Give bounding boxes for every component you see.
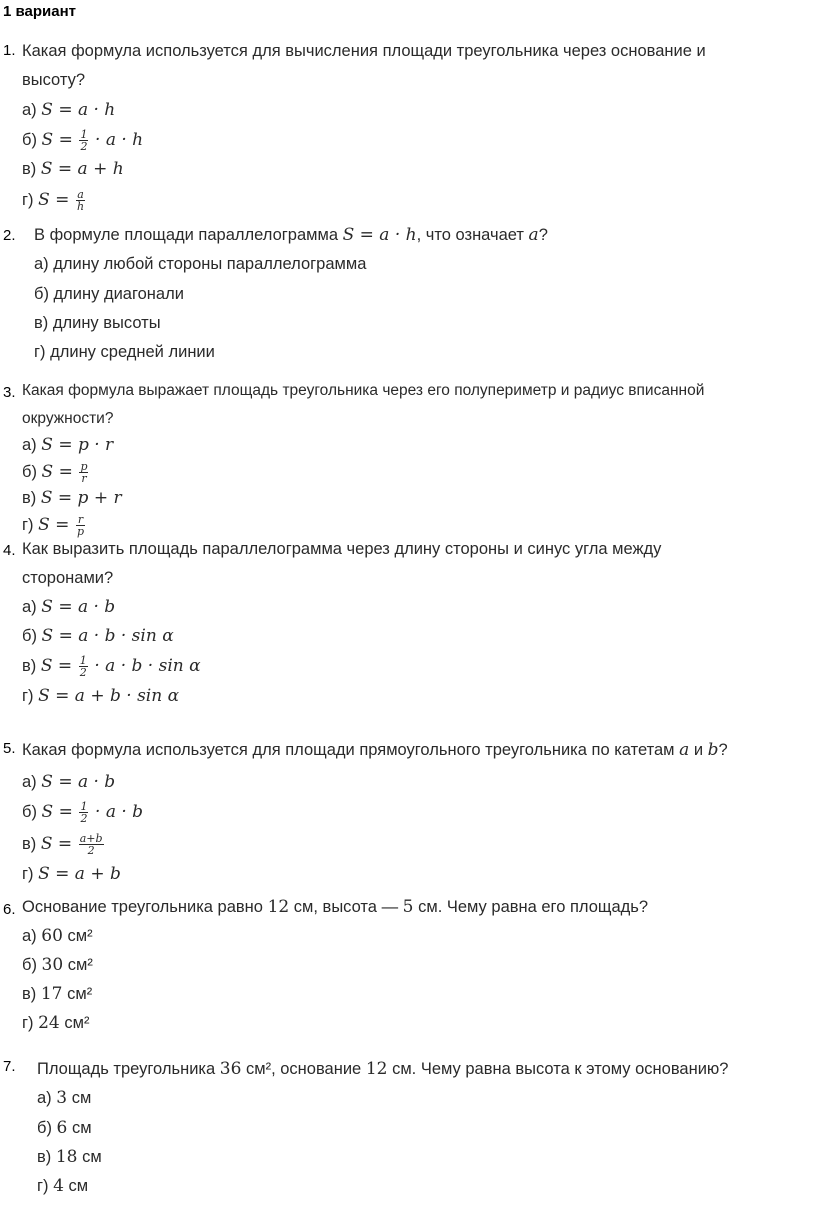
question-text: В формуле площади параллелограмма S = a · h, что означает a? — [34, 225, 548, 245]
option-c: в) 17 см² — [22, 984, 93, 1004]
question-text-line-2: сторонами? — [22, 569, 114, 587]
option-b: б) длину диагонали — [34, 285, 184, 303]
question-number: 2. — [3, 227, 16, 244]
question-text: Какая формула используется для площади прямоугольного треугольника по катетам a и b? — [22, 740, 728, 760]
fraction: $\frac{r}{p}$ — [77, 513, 85, 539]
question-number: 3. — [3, 384, 16, 401]
option-b: б) S = $\frac{p}{r}$ — [22, 460, 88, 486]
fraction: $\frac{1}{2}$ — [80, 800, 88, 826]
option-b: б) S = a · b · sin α — [22, 626, 174, 646]
option-a: а) длину любой стороны параллелограмма — [34, 255, 367, 273]
option-c: в) 18 см — [37, 1147, 102, 1167]
option-c: в) S = $\frac{1}{2}$ · a · b · sin α — [22, 654, 201, 680]
option-c: в) S = a + h — [22, 159, 124, 179]
option-c: в) S = $\frac{a+b}{2}$ — [22, 832, 103, 858]
option-a: а) S = a · h — [22, 100, 116, 120]
option-d: г) S = $\frac{r}{p}$ — [22, 513, 85, 539]
question-text-line-1: Как выразить площадь параллелограмма через длину стороны и синус угла между — [22, 540, 662, 558]
fraction: $\frac{a}{h}$ — [77, 188, 85, 214]
option-c: в) длину высоты — [34, 314, 161, 332]
question-number: 5. — [3, 740, 16, 757]
option-b: б) S = $\frac{1}{2}$ · a · h — [22, 128, 144, 154]
question-number: 1. — [3, 42, 16, 59]
fraction: $\frac{1}{2}$ — [80, 128, 88, 154]
question-number: 6. — [3, 901, 16, 918]
option-d: г) S = a + b · sin α — [22, 686, 180, 706]
option-c: в) S = p + r — [22, 488, 122, 508]
option-a: а) 60 см² — [22, 926, 93, 946]
option-a: а) 3 см — [37, 1088, 92, 1108]
question-number: 4. — [3, 542, 16, 559]
fraction: $\frac{1}{2}$ — [79, 654, 87, 680]
question-text: Какая формула используется для вычисления площади треугольника через основание и высоту? — [22, 42, 706, 89]
option-a: а) S = p · r — [22, 435, 114, 455]
option-d: г) S = $\frac{a}{h}$ — [22, 188, 85, 214]
question-text-line-1: Какая формула выражает площадь треугольника через его полупериметр и радиус вписанной — [22, 382, 705, 399]
option-b: б) 30 см² — [22, 955, 93, 975]
option-d: г) длину средней линии — [34, 343, 215, 361]
fraction: $\frac{p}{r}$ — [80, 460, 88, 486]
question-text: Площадь треугольника 36 см², основание 12 см. Чему равна высота к этому основанию? — [37, 1059, 729, 1079]
option-b: б) 6 см — [37, 1118, 92, 1138]
option-a: а) S = a · b — [22, 772, 116, 792]
option-d: г) 4 см — [37, 1176, 89, 1196]
variant-title: 1 вариант — [3, 3, 77, 20]
question-text: Основание треугольника равно 12 см, высота — 5 см. Чему равна его площадь? — [22, 897, 649, 917]
question-number: 7. — [3, 1058, 16, 1075]
question-text-line-2: окружности? — [22, 410, 114, 427]
option-d: г) S = a + b — [22, 864, 121, 884]
option-a: а) S = a · b — [22, 597, 116, 617]
fraction: $\frac{a+b}{2}$ — [79, 832, 103, 858]
option-b: б) S = $\frac{1}{2}$ · a · b — [22, 800, 144, 826]
option-d: г) 24 см² — [22, 1013, 90, 1033]
